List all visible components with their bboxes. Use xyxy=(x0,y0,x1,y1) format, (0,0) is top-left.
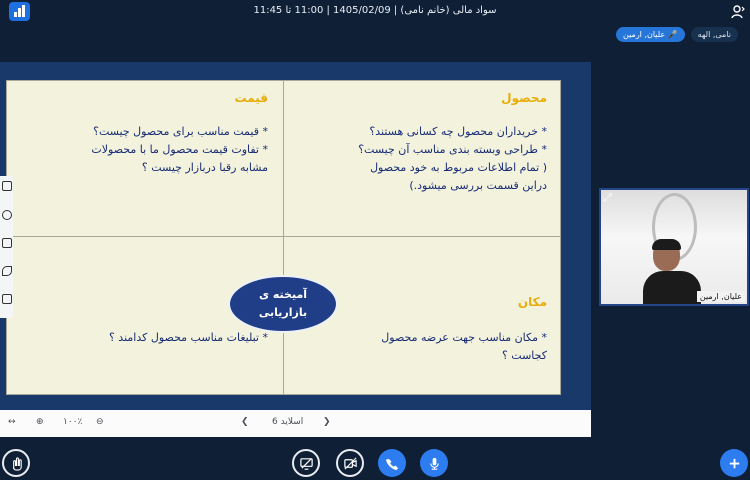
participant-video xyxy=(643,240,701,306)
raise-hand-button[interactable] xyxy=(2,449,30,477)
slide-vertical-divider xyxy=(283,81,284,394)
fit-width-icon[interactable]: ↔ xyxy=(8,417,16,427)
annotation-toolbar xyxy=(0,176,13,318)
user-settings-icon[interactable] xyxy=(730,4,746,18)
screen-share-button[interactable] xyxy=(292,449,320,477)
bottom-toolbar xyxy=(0,440,750,480)
screen-share-off-icon xyxy=(299,456,314,471)
place-text xyxy=(297,329,547,365)
slide-controls xyxy=(0,410,591,437)
camera-off-icon xyxy=(343,456,358,471)
price-line-1: * قیمت مناسب برای محصول چیست؟ xyxy=(93,125,268,138)
participant-hair xyxy=(652,239,681,250)
participant-chip-nami[interactable]: نامی, الهه xyxy=(691,27,738,42)
phone-button[interactable] xyxy=(378,449,406,477)
microphone-icon xyxy=(427,456,442,471)
participant-chips xyxy=(616,27,738,42)
zoom-out-icon[interactable]: ⊖ xyxy=(96,417,104,427)
microphone-button[interactable] xyxy=(420,449,448,477)
previous-slide-icon[interactable]: ❮ xyxy=(241,417,249,427)
expand-video-icon[interactable]: ⤢ xyxy=(603,191,612,204)
participant-body xyxy=(643,271,701,306)
next-slide-icon[interactable]: ❯ xyxy=(323,417,331,427)
promotion-text xyxy=(18,329,268,347)
place-line-1: * مکان مناسب جهت عرضه محصول xyxy=(381,331,547,344)
hand-tool-icon[interactable] xyxy=(2,181,12,191)
price-text xyxy=(8,123,268,177)
plus-icon xyxy=(727,456,742,471)
camera-button[interactable] xyxy=(336,449,364,477)
top-bar xyxy=(0,0,750,24)
delete-tool-icon[interactable] xyxy=(2,238,12,248)
product-line-3: ( تمام اطلاعات مربوط به خود محصول xyxy=(370,161,547,174)
message-tool-icon[interactable] xyxy=(2,294,12,304)
price-line-3: مشابه رقبا دربازار چیست ؟ xyxy=(141,161,268,174)
hand-icon xyxy=(9,456,24,471)
promotion-line-1: * تبلیغات مناسب محصول کدامند ؟ xyxy=(108,331,268,344)
place-line-2: کجاست ؟ xyxy=(501,349,547,362)
product-text xyxy=(297,123,547,195)
ellipse-line-1: آمیخته ی xyxy=(258,288,308,301)
webcam-tile[interactable] xyxy=(599,188,749,306)
participant-chip-alian[interactable] xyxy=(616,27,685,42)
product-heading: محصول xyxy=(501,91,547,105)
microphone-icon: 🎤 xyxy=(667,30,678,39)
price-line-2: * تفاوت قیمت محصول ما با محصولات xyxy=(91,143,268,156)
video-name-label: علیان, ارمین xyxy=(697,291,745,302)
product-line-1: * خریداران محصول چه کسانی هستند؟ xyxy=(369,125,547,138)
meeting-title: سواد مالی (خانم نامی) | 1405/02/09 | 11:00 تا 11:45 xyxy=(253,5,497,16)
product-line-2: * طراحی وبسته بندی مناسب آن چیست؟ xyxy=(358,143,547,156)
participant-chip-label: علیان, ارمین xyxy=(623,30,666,39)
pen-tool-icon[interactable] xyxy=(2,266,12,276)
zoom-in-icon[interactable]: ⊕ xyxy=(36,417,44,427)
place-heading: مکان xyxy=(517,295,547,309)
product-line-4: دراین قسمت بررسی میشود.) xyxy=(409,179,547,192)
add-button[interactable] xyxy=(720,449,748,477)
marketing-mix-ellipse xyxy=(228,275,338,333)
zoom-level: ۱۰۰٪ xyxy=(63,417,83,427)
circle-tool-icon[interactable] xyxy=(2,210,12,220)
phone-icon xyxy=(385,456,400,471)
slide-number: اسلاید 6 xyxy=(272,417,304,427)
marketing-mix-slide xyxy=(6,80,561,395)
ellipse-line-2: بازاریابی xyxy=(258,306,308,319)
price-heading: قیمت xyxy=(234,91,268,105)
slide-viewer xyxy=(0,62,591,410)
